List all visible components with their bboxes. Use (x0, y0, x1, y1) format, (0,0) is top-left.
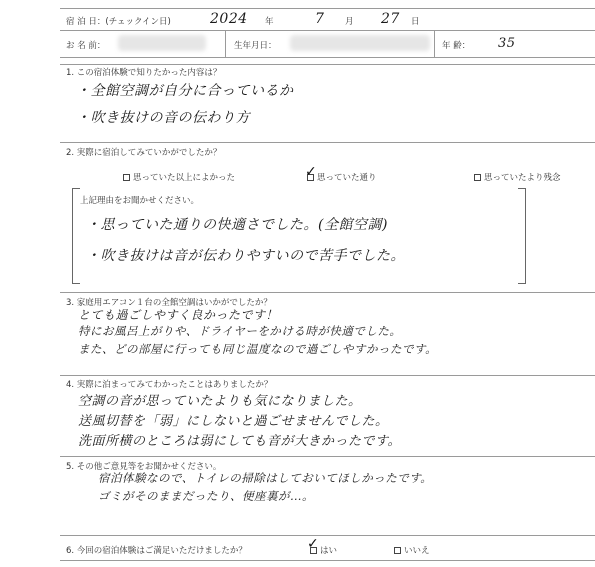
birthdate-redaction (290, 35, 430, 51)
stay-day: 27 (381, 11, 400, 27)
q4-question: 4. 実際に泊まってみてわかったことはありましたか？ (66, 380, 273, 390)
q2-checkmark-icon: ✓ (305, 164, 317, 180)
q4-answer-2: 送風切替を「弱」にしないと過ごせませんでした。 (78, 414, 389, 429)
q4-answer-1: 空調の音が思っていたよりも気になりました。 (78, 394, 362, 409)
birthdate-label: 生年月日： (234, 41, 277, 51)
q2-reason-bracket-right (518, 188, 526, 284)
q6-checkmark-icon: ✓ (307, 536, 319, 552)
q2-checkbox-1[interactable] (123, 174, 130, 181)
q1-question: 1. この宿泊体験で知りたかった内容は？ (66, 68, 222, 78)
q2-checkbox-3[interactable] (474, 174, 481, 181)
stay-date-label: 宿 泊 日：(チェックイン日) (66, 17, 171, 27)
q6-checkbox-no[interactable] (394, 547, 401, 554)
q2-option-1[interactable]: 思っていた以上によかった (123, 171, 235, 183)
q1-answer-2: ・吹き抜けの音の伝わり方 (76, 110, 250, 126)
age-value: 35 (498, 36, 516, 51)
q5-question: 5. その他ご意見等をお聞かせください。 (66, 462, 222, 472)
q5-answer-1: 宿泊体験なので、トイレの掃除はしておいてほしかったです。 (98, 471, 433, 485)
age-label: 年 齢： (442, 41, 471, 51)
month-label: 月 (345, 17, 354, 27)
day-label: 日 (411, 17, 420, 27)
q2-question: 2. 実際に宿泊してみていかがでしたか？ (66, 148, 222, 158)
q3-answer-3: また、どの部屋に行っても同じ温度なので過ごしやすかったです。 (78, 342, 438, 356)
q3-answer-1: とても過ごしやすく良かったです！ (78, 308, 279, 322)
name-redaction (118, 35, 206, 51)
q2-reason-bracket-left (72, 188, 80, 284)
q5-answer-2: ゴミがそのままだったり、便座裏が…。 (98, 489, 314, 503)
stay-year: 2024 (210, 11, 248, 27)
year-label: 年 (265, 17, 274, 27)
q2-answer-1: ・思っていた通りの快適さでした。(全館空調) (86, 217, 388, 233)
q3-question: 3. 家庭用エアコン１台の全館空調はいかがでしたか？ (66, 298, 272, 308)
q4-answer-3: 洗面所横のところは弱にしても音が大きかったです。 (78, 434, 401, 449)
q2-option-2[interactable]: 思っていた通り (307, 171, 377, 183)
q6-option-no[interactable]: いいえ (394, 544, 430, 556)
q3-answer-2: 特にお風呂上がりや、ドライヤーをかける時が快適でした。 (78, 324, 402, 338)
q2-reason-label: 上記理由をお聞かせください。 (80, 196, 200, 206)
name-label: お 名 前： (66, 41, 106, 51)
stay-month: 7 (315, 11, 325, 27)
q2-option-3[interactable]: 思っていたより残念 (474, 171, 561, 183)
q6-question: 6. 今回の宿泊体験はご満足いただけましたか？ (66, 546, 247, 556)
q6-option-yes[interactable]: はい (310, 544, 337, 556)
q2-answer-2: ・吹き抜けは音が伝わりやすいので苦手でした。 (86, 248, 405, 264)
q1-answer-1: ・全館空調が自分に合っているか (76, 83, 294, 99)
